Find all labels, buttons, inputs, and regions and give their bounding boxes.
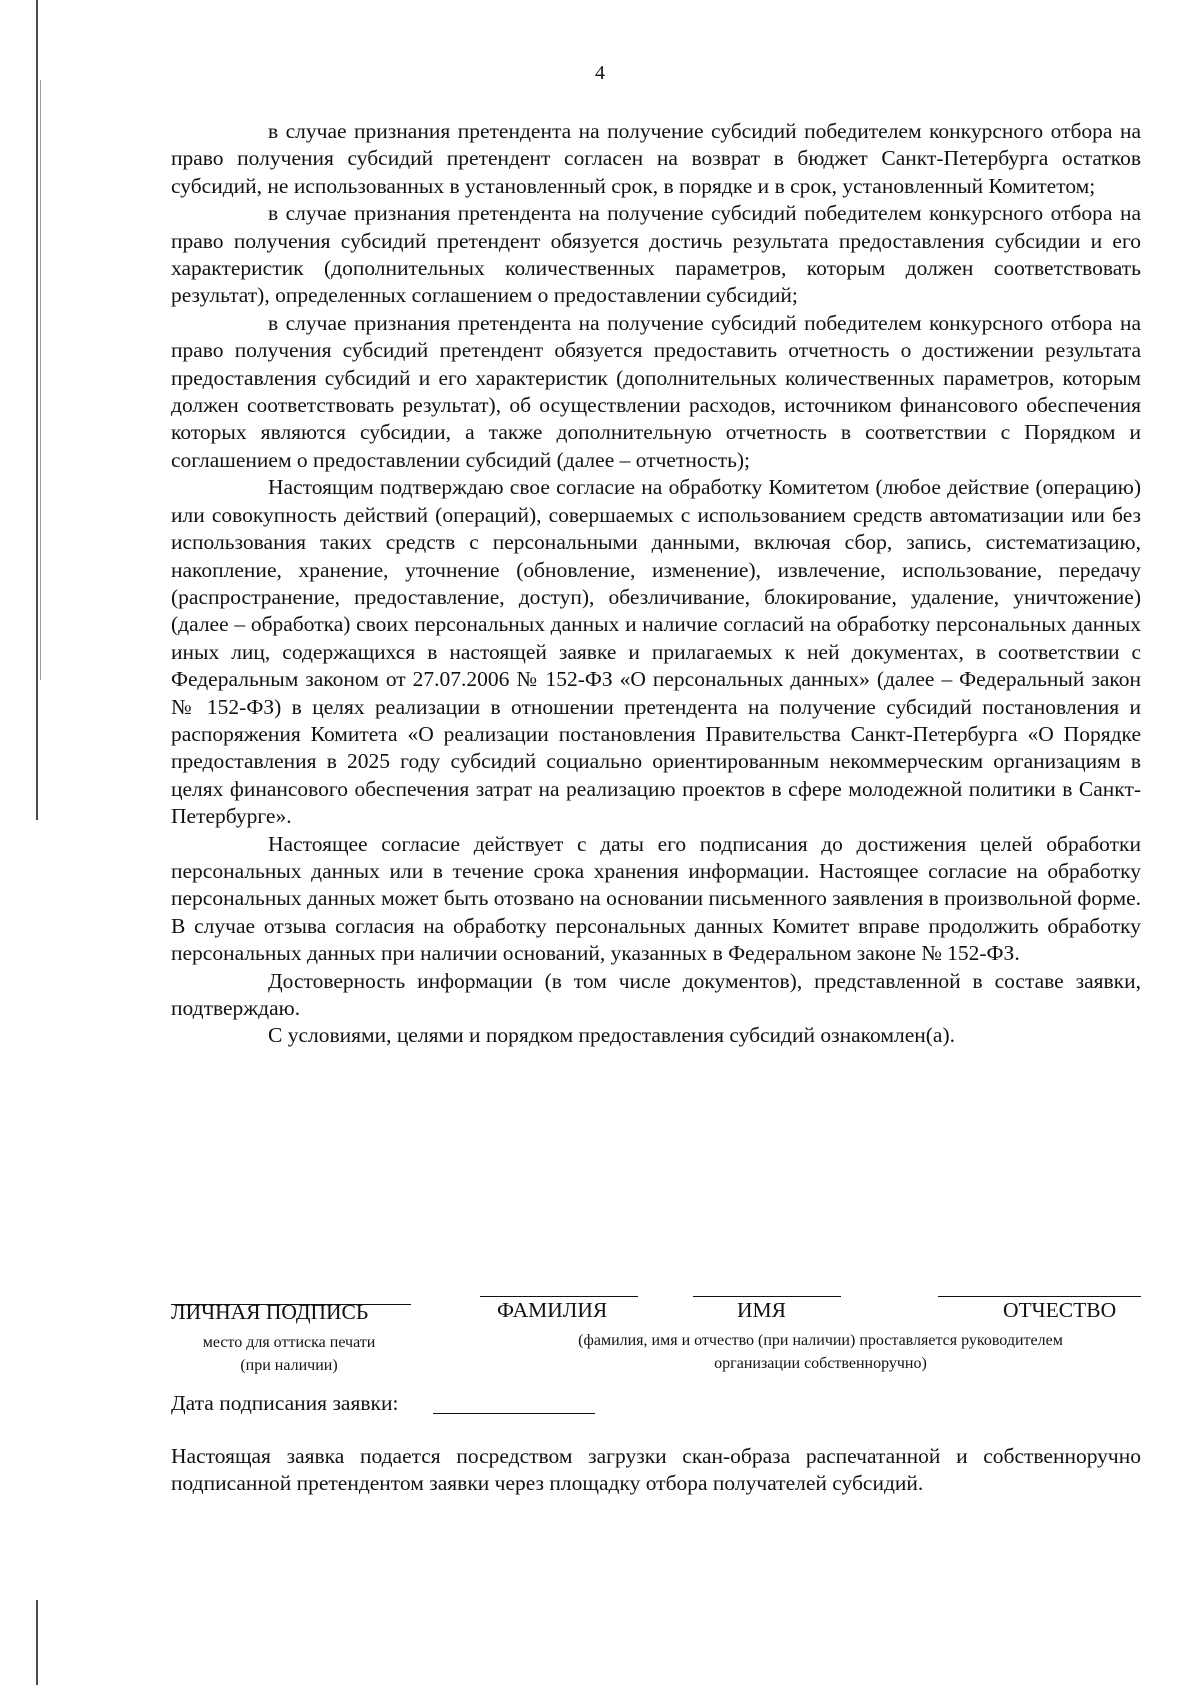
fio-note <box>500 1329 1141 1375</box>
stamp-note-line: место для оттиска печати <box>202 1334 376 1351</box>
fio-note-line: организации собственноручно) <box>714 1355 927 1372</box>
name-line <box>693 1296 841 1297</box>
paragraph-acknowledgement: С условиями, целями и порядком предоставления субсидий ознакомлен(а). <box>268 1023 955 1048</box>
signing-date-label: Дата подписания заявки: <box>171 1391 399 1415</box>
paragraph-reporting: в случае признания претендента на получение субсидий победителем конкурсного отбора на право получения субсидий претендент обязуется предоставить отчетность о достижении результата предоставления субсидий и его характеристик (дополнительных количественных параметров, которым должен соответствовать результат), об осуществлении расходов, источником финансового обеспечения которых являются субсидии, а также дополнительную отчетность в соответствии с Порядком и соглашением о предоставлении субсидий (далее – отчетность); <box>171 310 1141 472</box>
personal-signature-label: ЛИЧНАЯ ПОДПИСЬ <box>171 1300 369 1324</box>
patronymic-line <box>938 1296 1141 1297</box>
paragraph-personal-data-consent: Настоящим подтверждаю свое согласие на обработку Комитетом (любое действие (операцию) или совокупность действий (операций), совершаемых с использованием средств автоматизации или без использования таких средств с персональными данными, включая сбор, запись, систематизацию, накопление, хранение, уточнение (обновление, изменение), извлечение, использование, передачу (распространение, предоставление, доступ), обезличивание, блокирование, удаление, уничтожение) (далее – обработка) своих персональных данных и наличие согласий на обработку персональных данных иных лиц, содержащихся в настоящей заявке и прилагаемых к ней документах, в соответствии с Федеральным законом от 27.07.2006 № 152-ФЗ «О персональных данных» (далее – Федеральный закон № 152-ФЗ) в целях реализации в отношении претендента на получение субсидий постановления и распоряжения Комитета «О реализации постановления Правительства Санкт-Петербурга «О Порядке предоставления в 2025 году субсидий социально ориентированным некоммерческим организациям в целях финансового обеспечения затрат на реализацию проектов в сфере молодежной политики в Санкт-Петербурге». <box>171 475 1141 829</box>
paragraph-consent-validity: Настоящее согласие действует с даты его подписания до достижения целей обработки персональных данных или в течение срока хранения информации. Настоящее согласие на обработку персональных данных может быть отозвано на основании письменного заявления в произвольной форме. В случае отзыва согласия на обработку персональных данных Комитет вправе продолжить обработку персональных данных при наличии оснований, указанных в Федеральном законе № 152-ФЗ. <box>171 831 1141 966</box>
scan-edge-artifact <box>36 1600 38 1685</box>
surname-line <box>480 1296 638 1297</box>
document-body <box>171 118 1141 1050</box>
page-number: 4 <box>595 62 605 84</box>
stamp-note <box>171 1331 407 1377</box>
paragraph-reliability: Достоверность информации (в том числе документов), представленной в составе заявки, подтверждаю. <box>171 968 1141 1020</box>
scan-edge-artifact <box>40 80 41 680</box>
signing-date-blank[interactable] <box>433 1413 595 1414</box>
paragraph-achieve-result: в случае признания претендента на получение субсидий победителем конкурсного отбора на право получения субсидий претендент обязуется достичь результата предоставления субсидии и его характеристик (дополнительных количественных параметров, которым должен соответствовать результат), определенных соглашением о предоставлении субсидий; <box>171 201 1141 308</box>
submission-note: Настоящая заявка подается посредством загрузки скан-образа распечатанной и собственноручно подписанной претендентом заявки через площадку отбора получателей субсидий. <box>171 1444 1141 1496</box>
fio-note-line: (фамилия, имя и отчество (при наличии) проставляется руководителем <box>578 1332 1063 1349</box>
paragraph-return-of-subsidy: в случае признания претендента на получение субсидий победителем конкурсного отбора на право получения субсидий претендент согласен на возврат в бюджет Санкт-Петербурга остатков субсидий, не использованных в установленный срок, в порядке и в срок, установленный Комитетом; <box>171 119 1141 198</box>
name-label: ИМЯ <box>737 1298 786 1322</box>
surname-label: ФАМИЛИЯ <box>497 1298 608 1322</box>
patronymic-label: ОТЧЕСТВО <box>1003 1298 1117 1322</box>
scan-edge-artifact <box>36 0 38 820</box>
stamp-note-line: (при наличии) <box>240 1357 338 1374</box>
